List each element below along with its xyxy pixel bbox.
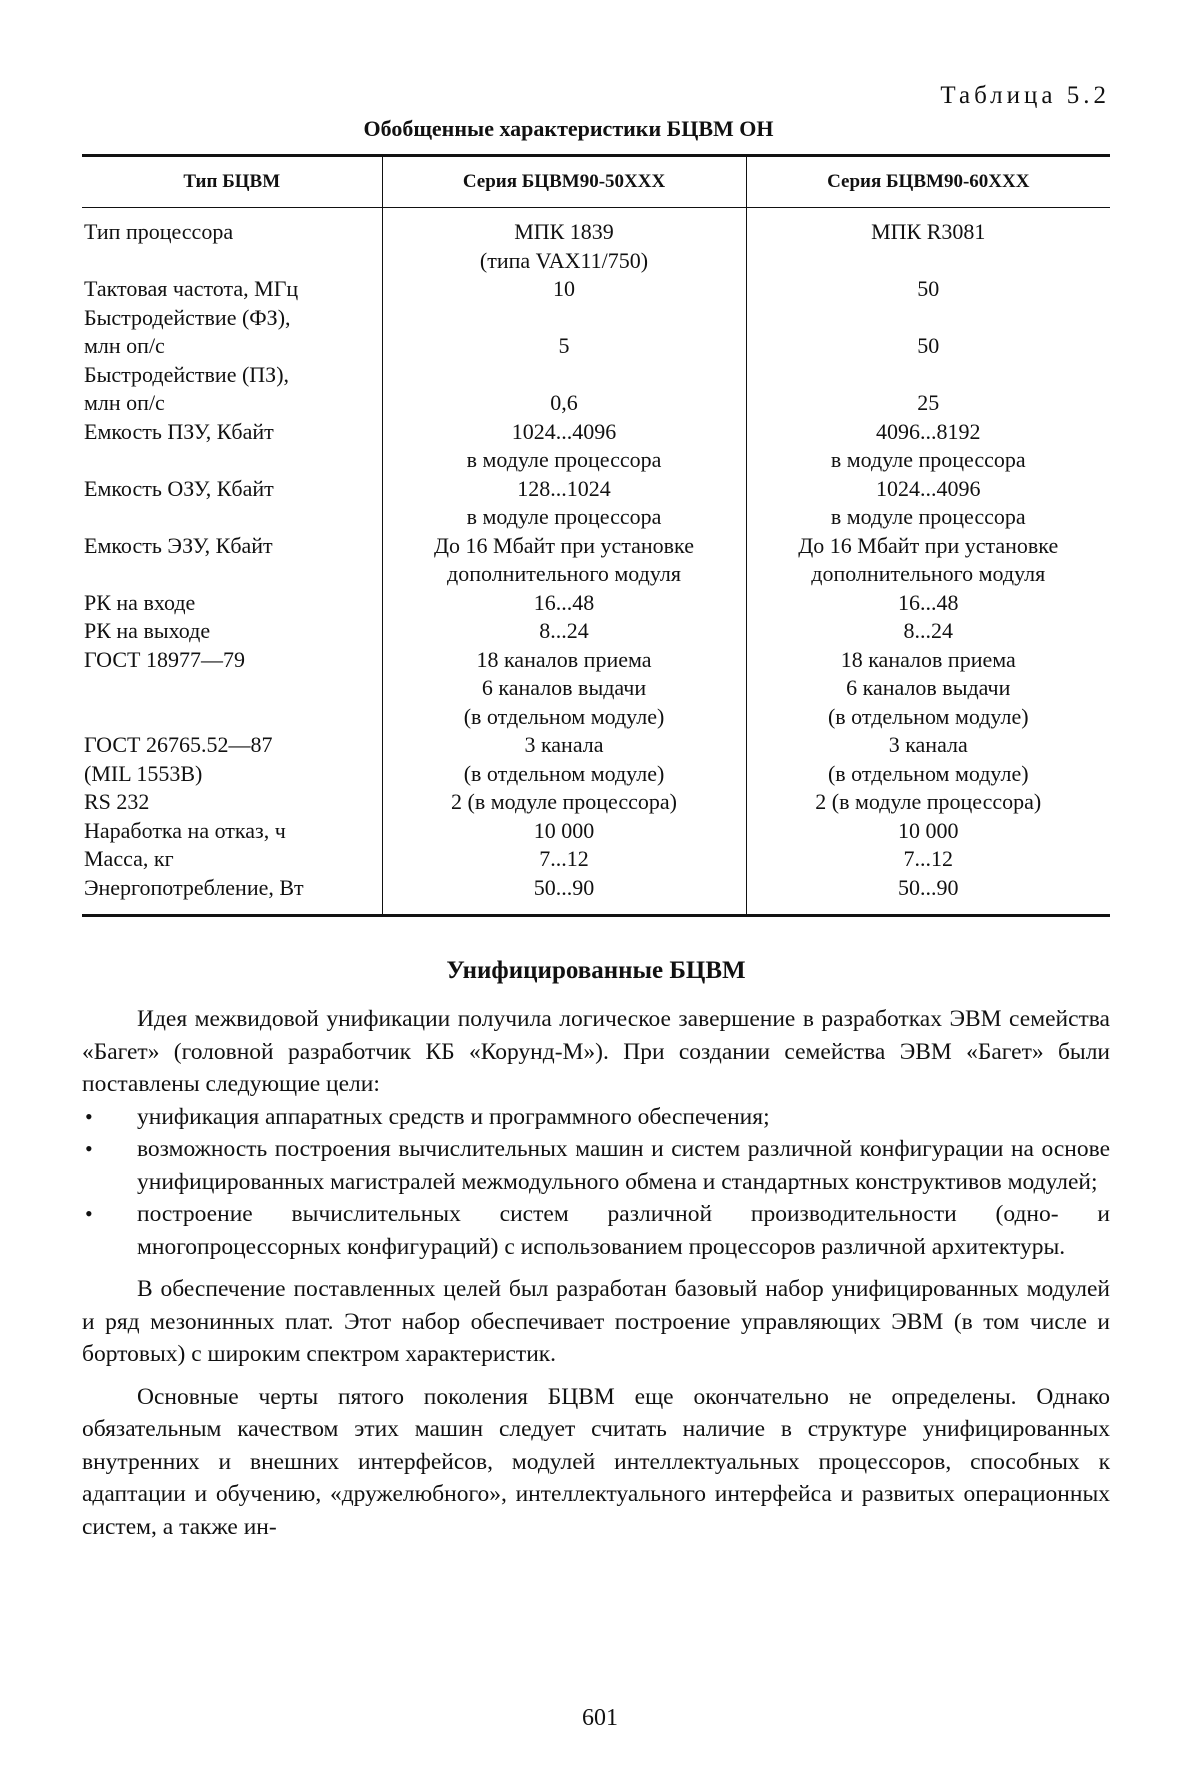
cell-line: 7...12 [539, 846, 589, 871]
series-60-cell [746, 731, 1110, 788]
cell-line: 128...1024 [517, 475, 611, 501]
cell-line: 18 каналов приема [840, 646, 1016, 672]
cell-line: RS 232 [84, 789, 150, 814]
header-type: Тип БЦВМ [82, 156, 382, 208]
table-row [82, 845, 1110, 874]
series-50-cell [382, 788, 746, 817]
list-item-text: унификация аппаратных средств и программного обеспечения; [137, 1103, 770, 1130]
page-number: 601 [582, 1705, 618, 1731]
series-60-cell [746, 361, 1110, 418]
series-60-cell [746, 532, 1110, 589]
cell-line: До 16 Мбайт при установке [798, 532, 1059, 558]
param-cell [82, 275, 382, 304]
series-60-cell [746, 874, 1110, 916]
cell-line: 3 канала [888, 732, 968, 757]
cell-line: в модуле процессора [466, 447, 662, 472]
cell-line: Наработка на отказ, ч [84, 817, 286, 843]
cell-line: Тип процессора [84, 219, 234, 244]
table-body [82, 208, 1110, 916]
series-50-cell [382, 731, 746, 788]
spec-table [82, 154, 1110, 917]
table-row [82, 817, 1110, 846]
table-row [82, 788, 1110, 817]
series-50-cell [382, 418, 746, 475]
paragraph-3: Основные черты пятого поколения БЦВМ еще окончательно не определены. Однако обязательным качеством этих машин следует считать наличие в структуре унифицированных внутренних и внешних интерфейсов, модулей интеллектуальных процессоров, способных к адаптации и обучению, «дружелюбного», интеллектуального интерфейса и развитых операционных систем, а также ин- [82, 1383, 1110, 1540]
param-cell [82, 589, 382, 618]
cell-line: 4096...8192 [876, 418, 981, 444]
cell-line: 50...90 [533, 874, 595, 900]
series-60-cell [746, 617, 1110, 646]
cell-line: Емкость ПЗУ, Кбайт [84, 418, 274, 444]
cell-line: 1024...4096 [876, 475, 981, 501]
series-60-cell [746, 275, 1110, 304]
series-50-cell [382, 304, 746, 361]
list-item-text: возможность построения вычислительных машин и систем различной конфигурации на основе унифицированных магистралей межмодульного обмена и стандартных конструктивов модулей; [137, 1136, 1110, 1195]
cell-line: 10 000 [898, 817, 959, 843]
cell-line: 6 каналов выдачи [846, 675, 1011, 700]
header-series-50: Серия БЦВМ90-50XXX [382, 156, 746, 208]
series-50-cell [382, 845, 746, 874]
cell-line: 1024...4096 [511, 418, 617, 444]
series-60-cell [746, 475, 1110, 532]
param-cell [82, 731, 382, 788]
series-50-cell [382, 589, 746, 618]
series-60-cell [746, 589, 1110, 618]
series-50-cell [382, 532, 746, 589]
cell-line: в модуле процессора [830, 447, 1026, 472]
cell-line: РК на входе [84, 589, 196, 615]
bullet-icon: • [85, 1103, 93, 1129]
cell-line: (типа VAX11/750) [479, 247, 649, 273]
list-item [82, 1198, 1110, 1263]
series-50-cell [382, 817, 746, 846]
cell-line: в модуле процессора [830, 504, 1026, 529]
series-60-cell [746, 418, 1110, 475]
param-cell [82, 646, 382, 732]
cell-line: 50...90 [898, 874, 959, 900]
cell-line: 50 [917, 276, 940, 301]
param-cell [82, 788, 382, 817]
cell-line: МПК 1839 [514, 219, 614, 244]
series-50-cell [382, 361, 746, 418]
table-row [82, 589, 1110, 618]
series-60-cell [746, 817, 1110, 846]
cell-line: 6 каналов выдачи [481, 675, 647, 700]
bullet-icon: • [85, 1136, 93, 1161]
cell-line: 5 [558, 333, 570, 358]
cell-line: 8...24 [539, 618, 589, 643]
header-series-60: Серия БЦВМ90-60XXX [746, 156, 1110, 208]
paragraph-2: В обеспечение поставленных целей был разработан базовый набор унифицированных модулей и ряд мезонинных плат. Этот набор обеспечивает построение управляющих ЭВМ (в том числе и бортовых) с широким спектром характеристик. [82, 1276, 1110, 1367]
cell-line: 2 (в модуле процессора) [451, 789, 677, 814]
section-title: Унифицированные БЦВМ [446, 957, 746, 984]
cell-line: (MIL 1553B) [84, 760, 203, 786]
table-row [82, 874, 1110, 916]
cell-line: Тактовая частота, МГц [84, 276, 299, 301]
table-row [82, 475, 1110, 532]
table-row [82, 208, 1110, 276]
cell-line: 18 каналов приема [476, 646, 652, 672]
series-50-cell [382, 646, 746, 732]
table-row [82, 304, 1110, 361]
series-60-cell [746, 845, 1110, 874]
cell-line: (в отдельном модуле) [827, 760, 1029, 786]
cell-line: (в отдельном модуле) [463, 703, 665, 729]
cell-line: 10 [553, 276, 575, 301]
table-row [82, 532, 1110, 589]
list-item [82, 1133, 1110, 1198]
cell-line: ГОСТ 18977—79 [84, 646, 245, 672]
series-50-cell [382, 874, 746, 916]
cell-line: (в отдельном модуле) [463, 760, 665, 786]
series-60-cell [746, 788, 1110, 817]
series-50-cell [382, 475, 746, 532]
cell-line: ГОСТ 26765.52—87 [84, 732, 273, 757]
cell-line: 7...12 [903, 846, 953, 871]
cell-line: Энергопотребление, Вт [84, 874, 304, 900]
cell-line: 10 000 [533, 817, 595, 843]
bullet-icon: • [85, 1201, 93, 1226]
cell-line: РК на выходе [84, 618, 211, 643]
list-item [82, 1101, 1110, 1134]
series-60-cell [746, 646, 1110, 732]
cell-line: Емкость ЭЗУ, Кбайт [84, 532, 273, 558]
param-cell [82, 475, 382, 532]
param-cell [82, 845, 382, 874]
cell-line: 3 канала [524, 732, 604, 757]
cell-line: 0,6 [550, 390, 578, 415]
list-item-text: построение вычислительных систем различной производительности (одно- и многопроцессорных конфигураций) с использованием процессоров различной архитектуры. [137, 1201, 1110, 1260]
cell-line: До 16 Мбайт при установке [434, 532, 694, 558]
cell-line: МПК R3081 [871, 219, 986, 244]
param-cell [82, 361, 382, 418]
series-50-cell [382, 208, 746, 276]
cell-line: Масса, кг [84, 846, 174, 871]
cell-line: 8...24 [903, 618, 953, 643]
cell-line: 16...48 [533, 589, 595, 615]
table-row [82, 418, 1110, 475]
table-label: Таблица 5.2 [940, 82, 1110, 109]
param-cell [82, 617, 382, 646]
table-row [82, 617, 1110, 646]
cell-line: млн оп/с [84, 390, 165, 415]
cell-line: 50 [917, 333, 940, 358]
param-cell [82, 874, 382, 916]
table-row [82, 275, 1110, 304]
series-60-cell [746, 304, 1110, 361]
cell-line: Быстродействие (ПЗ), [84, 361, 290, 387]
cell-line: в модуле процессора [466, 504, 662, 529]
table-title: Обобщенные характеристики БЦВМ ОН [363, 116, 774, 141]
table-row [82, 646, 1110, 732]
cell-line: Быстродействие (ФЗ), [84, 304, 291, 330]
cell-line: 16...48 [898, 589, 959, 615]
body-text [82, 1003, 1110, 1543]
param-cell [82, 418, 382, 475]
document-page [82, 70, 1110, 1543]
intro-paragraph: Идея межвидовой унификации получила логическое завершение в разработках ЭВМ семейства «Багет» (головной разработчик КБ «Корунд-М»). При создании семейства ЭВМ «Багет» были поставлены следующие цели: [82, 1006, 1110, 1097]
series-50-cell [382, 617, 746, 646]
param-cell [82, 304, 382, 361]
goals-list [82, 1101, 1110, 1264]
cell-line: (в отдельном модуле) [827, 703, 1029, 729]
cell-line: Емкость ОЗУ, Кбайт [84, 475, 274, 501]
table-row [82, 731, 1110, 788]
series-60-cell [746, 208, 1110, 276]
cell-line: 2 (в модуле процессора) [815, 789, 1042, 814]
param-cell [82, 532, 382, 589]
param-cell [82, 817, 382, 846]
cell-line: дополнительного модуля [811, 561, 1046, 586]
cell-line: дополнительного модуля [447, 561, 681, 586]
series-50-cell [382, 275, 746, 304]
param-cell [82, 208, 382, 276]
table-row [82, 361, 1110, 418]
cell-line: млн оп/с [84, 333, 165, 358]
table-header-row [82, 156, 1110, 208]
cell-line: 25 [917, 390, 940, 415]
